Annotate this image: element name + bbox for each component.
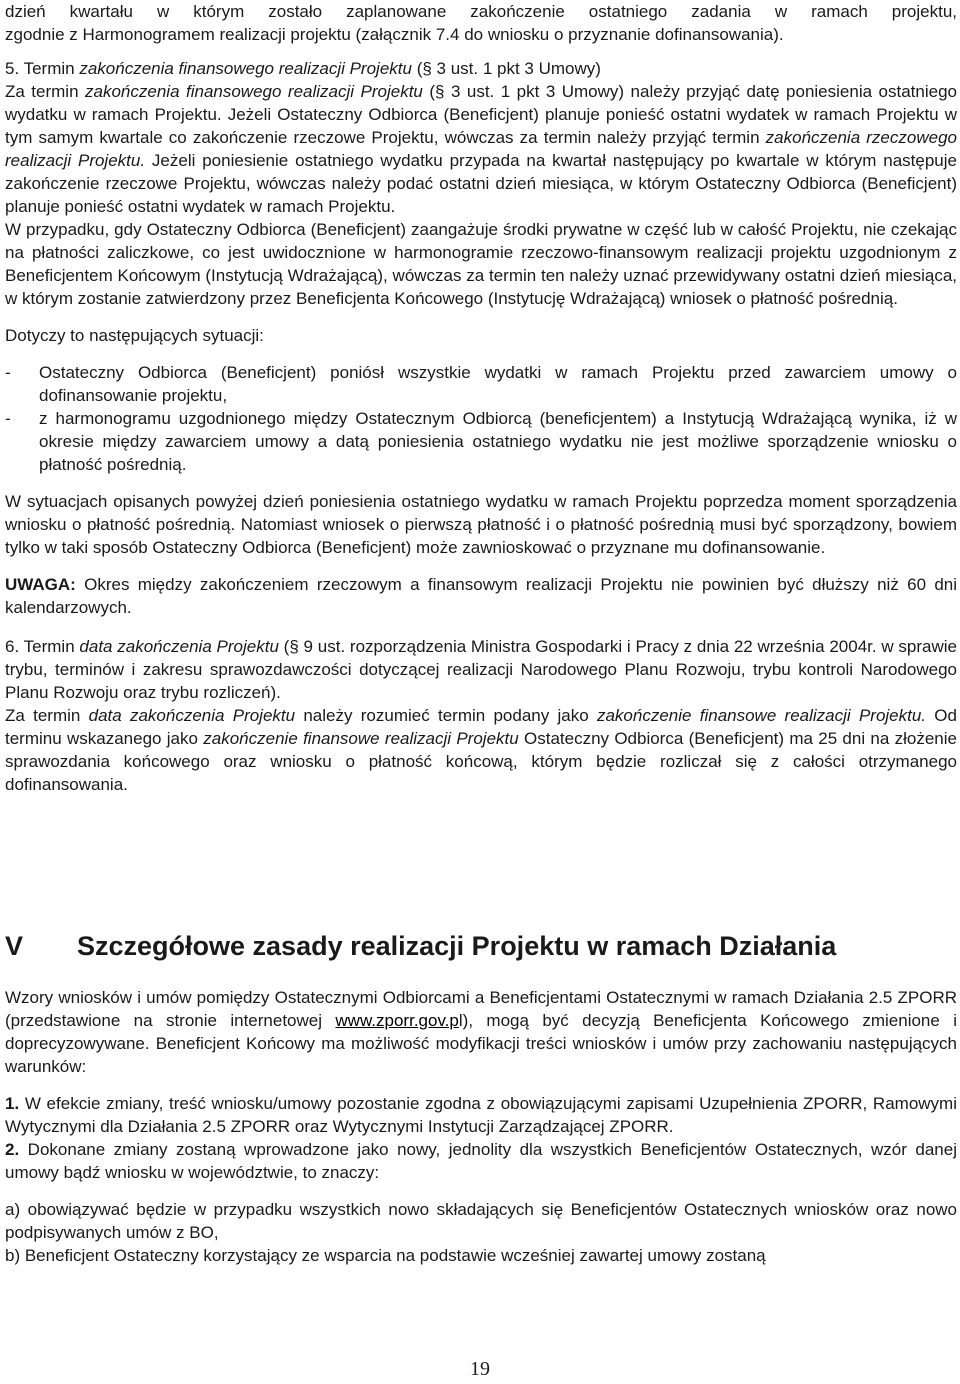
section-v-body <box>5 986 957 1267</box>
document-page <box>5 0 957 796</box>
section-v-heading <box>5 926 957 966</box>
condition-2-sub-b: b) Beneficjent Ostateczny korzystający ze wsparcia na podstawie wcześniej zawartej umowy zostaną <box>5 1246 766 1265</box>
situations-list <box>5 361 957 476</box>
item-5-heading: 5. Termin zakończenia finansowego realizacji Projektu (§ 3 ust. 1 pkt 3 Umowy) <box>5 59 601 78</box>
situations-intro: Dotyczy to następujących sytuacji: <box>5 326 264 345</box>
condition-1: 1. W efekcie zmiany, treść wniosku/umowy pozostanie zgodna z obowiązującymi zapisami Uzupełnienia ZPORR, Ramowymi Wytycznymi dla Działania 2.5 ZPORR oraz Wytycznymi Instytucji Zarządzającej ZPORR. <box>5 1094 957 1136</box>
item-6-heading: 6. Termin data zakończenia Projektu (§ 9 ust. rozporządzenia Ministra Gospodarki i Pracy z dnia 22 września 2004r. w sprawie trybu, terminów i zakresu sprawozdawczości dotyczącej realizacji Narodowego Planu Rozwoju, trybu kontroli Narodowego Planu Rozwoju oraz trybu rozliczeń). <box>5 637 957 702</box>
warning-note: UWAGA: Okres między zakończeniem rzeczowym a finansowym realizacji Projektu nie powinien być dłuższy niż 60 dni kalendarzowych. <box>5 575 957 617</box>
section-number: V <box>5 931 24 961</box>
item-5-body: Za termin zakończenia finansowego realizacji Projektu (§ 3 ust. 1 pkt 3 Umowy) należy przyjąć datę poniesienia ostatniego wydatku w ramach Projektu. Jeżeli Ostateczny Odbiorca (Beneficjent) planuje ponieść ostatni wydatek w ramach Projektu w tym samym kwartale co zakończenie rzeczowe Projektu, wówczas za termin należy przyjąć termin zakończenia rzeczowego realizacji Projektu. Jeżeli poniesienie ostatniego wydatku przypada na kwartał następujący po kwartale w którym następuje zakończenie rzeczowe Projektu, wówczas należy podać ostatni dzień miesiąca, w którym Ostateczny Odbiorca (Beneficjent) planuje ponieść ostatni wydatek w ramach Projektu. <box>5 82 957 216</box>
section-v-intro: Wzory wniosków i umów pomiędzy Ostatecznymi Odbiorcami a Beneficjentami Ostatecznymi w ramach Działania 2.5 ZPORR (przedstawione na stronie internetowej www.zporr.gov.pl), mogą być decyzją Beneficjenta Końcowego zmienione i doprecyzowywane. Beneficjent Końcowy ma możliwość modyfikacji treści wniosków i umów przy zachowaniu następujących warunków: <box>5 988 957 1076</box>
page-number: 19 <box>470 1358 490 1380</box>
zporr-website-link[interactable]: www.zporr.gov.p <box>335 1011 459 1030</box>
list-item: - z harmonogramu uzgodnionego między Ostatecznym Odbiorcą (beneficjentem) a Instytucją Wdrażającą wynika, iż w okresie między zawarciem umowy a datą poniesienia ostatniego wydatku nie jest możliwe sporządzenie wniosku o płatność pośrednią. <box>5 409 957 474</box>
item-5-private-funds: W przypadku, gdy Ostateczny Odbiorca (Beneficjent) zaangażuje środki prywatne w część lub w całość Projektu, nie czekając na płatności zaliczkowe, co jest uwidocznione w harmonogramie rzeczowo-finansowym realizacji projektu uzgodnionym z Beneficjentem Końcowym (Instytucją Wdrażającą), wówczas za termin ten należy uznać przewidywany ostatni dzień miesiąca, w którym zostanie zatwierdzony przez Beneficjenta Końcowego (Instytucję Wdrażającą) wniosek o płatność pośrednią. <box>5 220 957 308</box>
condition-2: 2. Dokonane zmiany zostaną wprowadzone jako nowy, jednolity dla wszystkich Beneficjentów Ostatecznych, wzór danej umowy bądź wniosku w województwie, to znaczy: <box>5 1140 957 1182</box>
item-6-body: Za termin data zakończenia Projektu należy rozumieć termin podany jako zakończenie finansowe realizacji Projektu. Od terminu wskazanego jako zakończenie finansowe realizacji Projektu Ostateczny Odbiorca (Beneficjent) ma 25 dni na złożenie sprawozdania końcowego oraz wniosku o płatność końcową, którym będzie rozliczał się z całości otrzymanego dofinansowania. <box>5 706 957 794</box>
condition-2-sub-a: a) obowiązywać będzie w przypadku wszystkich nowo składających się Beneficjentów Ostatecznych wniosków oraz nowo podpisywanych umów z BO, <box>5 1200 957 1242</box>
section-title: Szczegółowe zasady realizacji Projektu w ramach Działania <box>77 931 837 961</box>
situations-after: W sytuacjach opisanych powyżej dzień poniesienia ostatniego wydatku w ramach Projektu poprzedza moment sporządzenia wniosku o płatność pośrednią. Natomiast wniosek o pierwszą płatność i o płatność pośrednią musi być sporządzony, bowiem tylko w taki sposób Ostateczny Odbiorca (Beneficjent) może zawnioskować o przyznane mu dofinansowanie. <box>5 492 957 557</box>
paragraph-continuation: dzień kwartału w którym zostało zaplanowane zakończenie ostatniego zadania w ramach projektu, zgodnie z Harmonogramem realizacji projektu (załącznik 7.4 do wniosku o przyznanie dofinansowania). <box>5 2 957 44</box>
list-item: - Ostateczny Odbiorca (Beneficjent) poniósł wszystkie wydatki w ramach Projektu przed zawarciem umowy o dofinansowanie projektu, <box>5 363 957 405</box>
